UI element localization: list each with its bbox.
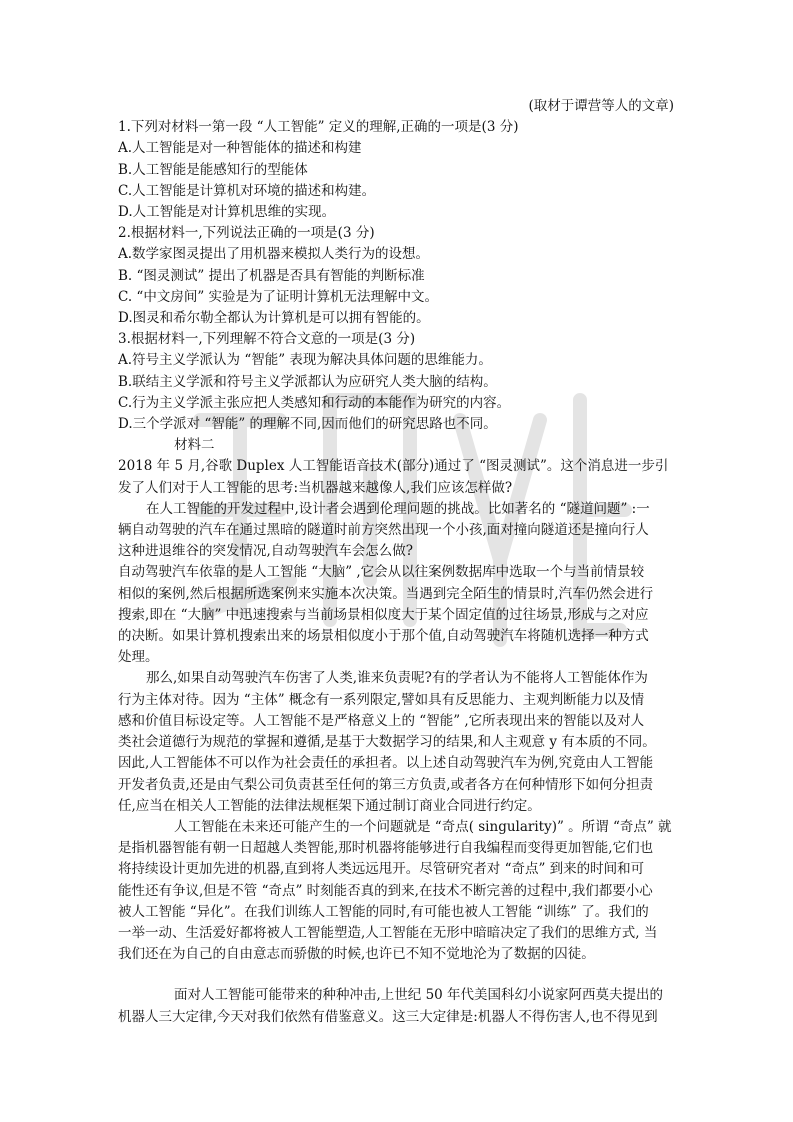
- material-text: [118, 456, 678, 1027]
- paragraph: [118, 499, 678, 563]
- option-d: D.图灵和希尔勒全都认为计算机是可以拥有智能的。: [118, 310, 430, 327]
- paragraph-line: 是指机器智能有朝一日超越人类智能,那时机器将能够进行自我编程而变得更加智能,它们也: [118, 840, 654, 857]
- paragraph-line: 机器人三大定律,今天对我们依然有借鉴意义。这三大定律是:机器人不得伤害人,也不得见到: [118, 1008, 658, 1025]
- paragraph: [118, 562, 678, 668]
- paragraph-line: 处理。: [118, 649, 159, 666]
- option-a: A.符号主义学派认为 “智能” 表现为解决具体问题的思维能力。: [118, 352, 492, 369]
- paragraph-line: 这种进退维谷的突发情况,自动驾驶汽车会怎么做?: [118, 543, 414, 560]
- paragraph-line: 因此,人工智能体不可以作为社会责任的承担者。以上述自动驾驶汽车为例,究竟由人工智能: [118, 755, 654, 772]
- option-a: A.人工智能是对一种智能体的描述和构建: [118, 140, 362, 157]
- option-d: D.三个学派对 “智能” 的理解不同,因而他们的研究思路也不同。: [118, 416, 497, 433]
- option-b: B. “图灵测试” 提出了机器是否具有智能的判断标准: [118, 267, 425, 284]
- question-3: [118, 329, 678, 435]
- paragraph-line: 搜索,即在 “大脑” 中迅速搜索与当前场景相似度大于某个固定值的过往场景,形成与之对应: [118, 606, 649, 623]
- paragraph-line: 开发者负责,还是由气梨公司负责甚至任何的第三方负责,或者各方在何种情形下如何分担责: [118, 776, 654, 793]
- paragraph-gap: [118, 965, 678, 985]
- paragraph-line: 我们还在为自己的自由意志而骄傲的时候,也许已不知不觉地沦为了数据的囚徒。: [118, 946, 595, 963]
- paragraph-line: 在人工智能的开发过程中,设计者会遇到伦理问题的挑战。比如著名的 “隧道问题” :一: [146, 500, 650, 517]
- paragraph: [118, 985, 678, 1027]
- question-stem: 2.根据材料一,下列说法正确的一项是(3 分): [118, 225, 375, 242]
- paragraph-line: 行为主体对待。因为 “主体” 概念有一系列限定,譬如具有反思能力、主观判断能力以及情: [118, 691, 645, 708]
- question-2: [118, 223, 678, 329]
- paragraph-line: 能性还有争议,但是不管 “奇点” 时刻能否真的到来,在技术不断完善的过程中,我们都要小心: [118, 882, 653, 899]
- paragraph: [118, 456, 678, 498]
- option-a: A.数学家图灵提出了用机器来模拟人类行为的设想。: [118, 246, 430, 263]
- option-d: D.人工智能是对计算机思维的实现。: [118, 204, 336, 221]
- option-b: B.联结主义学派和符号主义学派都认为应研究人类大脑的结构。: [118, 373, 497, 390]
- paragraph-line: 面对人工智能可能带来的种种冲击,上世纪 50 年代美国科幻小说家阿西莫夫提出的: [174, 987, 664, 1004]
- paragraph-line: 人工智能在未来还可能产生的一个问题就是 “奇点( singularity)” 。所谓 “奇点” 就: [174, 818, 672, 835]
- paragraph: [118, 668, 678, 816]
- question-stem: 1.下列对材料一第一段 “人工智能” 定义的理解,正确的一项是(3 分): [118, 119, 519, 136]
- paragraph-line: 一举一动、生活爱好都将被人工智能塑造,人工智能在无形中暗暗决定了我们的思维方式, 当: [118, 924, 658, 941]
- document-body: [118, 96, 678, 1028]
- paragraph-line: 发了人们对于人工智能的思考:当机器越来越像人,我们应该怎样做?: [118, 479, 513, 496]
- paragraph-line: 任,应当在相关人工智能的法律法规框架下通过制订商业合同进行约定。: [118, 797, 541, 814]
- source-note: (取材于谭营等人的文章): [528, 98, 674, 114]
- paragraph-line: 相似的案例,然后根据所选案例来实施本次决策。当遇到完全陌生的情景时,汽车仍然会进行: [118, 585, 654, 602]
- paragraph: [118, 817, 678, 965]
- question-stem: 3.根据材料一,下列理解不符合文意的一项是(3 分): [118, 331, 416, 348]
- paragraph-line: 类社会道德行为规范的掌握和遵循,是基于大数据学习的结果,和人主观意 y 有本质的不同。: [118, 734, 656, 751]
- option-c: C. “中文房间” 实验是为了证明计算机无法理解中文。: [118, 288, 439, 305]
- option-c: C.人工智能是计算机对环境的描述和构建。: [118, 182, 376, 199]
- material-heading: 材料二: [174, 437, 215, 454]
- paragraph-line: 感和价值目标设定等。人工智能不是严格意义上的 “智能” ,它所表现出来的智能以及对人: [118, 712, 645, 729]
- option-b: B.人工智能是能感知行的型能体: [118, 161, 308, 178]
- paragraph-line: 那么,如果自动驾驶汽车伤害了人类,谁来负责呢?有的学者认为不能将人工智能体作为: [146, 670, 648, 687]
- paragraph-line: 自动驾驶汽车依靠的是人工智能 “大脑” ,它会从以往案例数据库中选取一个与当前情景较: [118, 564, 645, 581]
- option-c: C.行为主义学派主张应把人类感知和行动的本能作为研究的内容。: [118, 394, 511, 411]
- question-1: [118, 117, 678, 223]
- paragraph-line: 2018 年 5 月,谷歌 Duplex 人工智能语音技术(部分)通过了 “图灵测试”。这个消息进一步引: [118, 458, 669, 475]
- paragraph-line: 的决断。如果计算机搜索出来的场景相似度小于那个值,自动驾驶汽车将随机选择一种方式: [118, 628, 649, 645]
- paragraph-line: 被人工智能 “异化”。在我们训练人工智能的同时,有可能也被人工智能 “训练” 了。我们的: [118, 903, 649, 920]
- paragraph-line: 将持续设计更加先进的机器,直到将人类远远甩开。尽管研究者对 “奇点” 到来的时间和可: [118, 861, 645, 878]
- paragraph-line: 辆自动驾驶的汽车在通过黑暗的隧道时前方突然出现一个小孩,面对撞向隧道还是撞向行人: [118, 522, 649, 539]
